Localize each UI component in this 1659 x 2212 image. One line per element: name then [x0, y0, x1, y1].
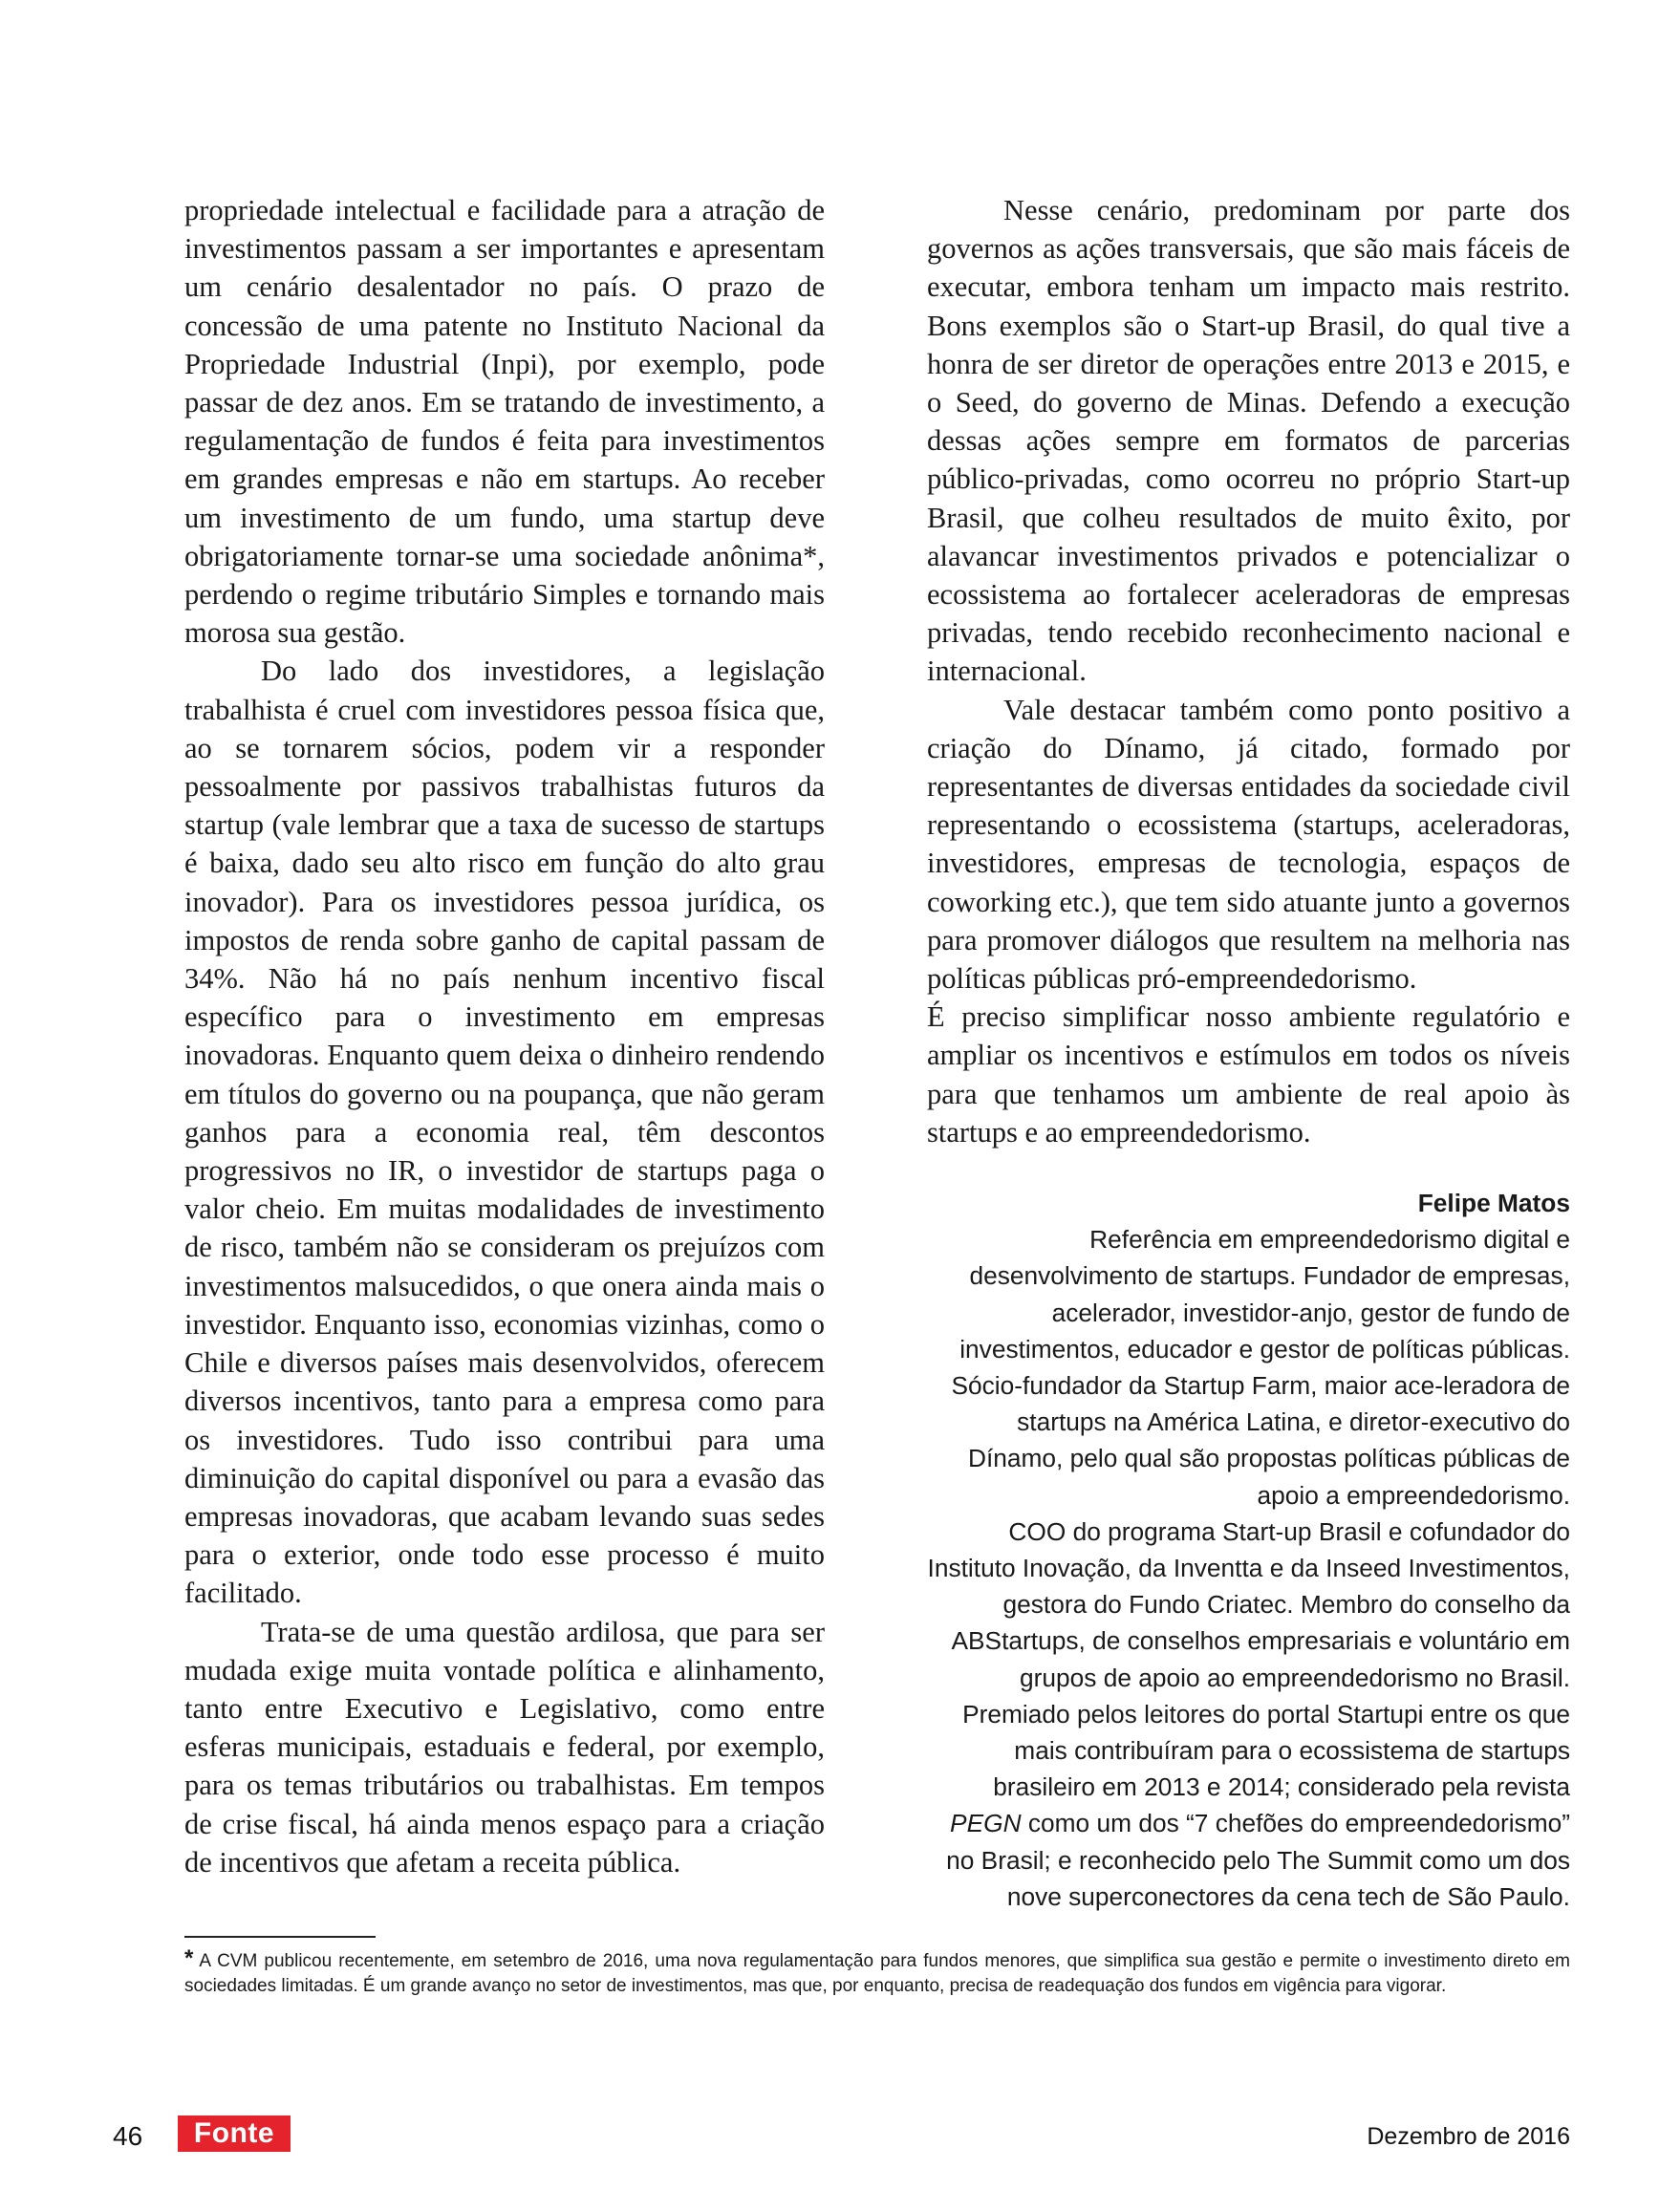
- body-paragraph: propriedade intelectual e facilidade para a atração de investimentos passam a ser importantes e apresentam um cenário desalentador no país. O prazo de concessão de uma patente no Instituto Nacional da Propriedade Industrial (Inpi), por exemplo, pode passar de dez anos. Em se tratando de investimento, a regulamentação de fundos é feita para investimentos em grandes empresas e não em startups. Ao receber um investimento de um fundo, uma startup deve obrigatoriamente tornar-se uma sociedade anônima*, perdendo o regime tributário Simples e tornando mais morosa sua gestão.: [184, 194, 825, 650]
- author-name: Felipe Matos: [1417, 1189, 1570, 1217]
- body-paragraph: Do lado dos investidores, a legislação trabalhista é cruel com investidores pessoa física que, ao se tornarem sócios, podem vir a responder pessoalmente por passivos trabalhistas futuros da startup (vale lembrar que a taxa de sucesso de startups é baixa, dado seu alto risco em função do alto grau inovador). Para os investidores pessoa jurídica, os impostos de renda sobre ganho de capital passam de 34%. Não há no país nenhum incentivo fiscal específico para o investimento em empresas inovadoras. Enquanto quem deixa o dinheiro rendendo em títulos do governo ou na poupança, que não geram ganhos para a economia real, têm descontos progressivos no IR, o investidor de startups paga o valor cheio. Em muitas modalidades de investimento de risco, também não se consideram os prejuízos com investimentos malsucedidos, o que onera ainda mais o investidor. Enquanto isso, economias vizinhas, como o Chile e diversos países mais desenvolvidos, oferecem diversos incentivos, tanto para a empresa como para os investidores. Tudo isso contribui para uma diminuição do capital disponível ou para a evasão das empresas inovadoras, que acabam levando suas sedes para o exterior, onde todo esse processo é muito facilitado.: [184, 655, 825, 1610]
- page-number: 46: [113, 2121, 143, 2151]
- body-paragraph: Trata-se de uma questão ardilosa, que para ser mudada exige muita vontade política e alinhamento, tanto entre Executivo e Legislativo, como entre esferas municipais, estaduais e federal, por exemplo, para os temas tributários ou trabalhistas. Em tempos de crise fiscal, há ainda menos espaço para a criação de incentivos que afetam a receita pública.: [184, 1615, 825, 1879]
- body-paragraph: Nesse cenário, predominam por parte dos governos as ações transversais, que são mais fáceis de executar, embora tenham um impacto mais restrito. Bons exemplos são o Start-up Brasil, do qual tive a honra de ser diretor de operações entre 2013 e 2015, e o Seed, do governo de Minas. Defendo a execução dessas ações sempre em formatos de parcerias público-privadas, como ocorreu no próprio Start-up Brasil, que colheu resultados de muito êxito, por alavancar investimentos privados e potencializar o ecossistema ao fortalecer aceleradoras de empresas privadas, tendo recebido reconhecimento nacional e internacional.: [927, 194, 1570, 688]
- author-bio: [917, 1185, 1570, 1915]
- footnote-divider: [184, 1936, 376, 1938]
- issue-date: Dezembro de 2016: [1367, 2123, 1570, 2150]
- magazine-title: PEGN: [950, 1809, 1022, 1838]
- right-column: [927, 191, 1570, 1151]
- footnote: [184, 1945, 1570, 1999]
- bio-text-segment: COO do programa Start-up Brasil e cofundador do Instituto Inovação, da Inventta e da Inseed Investimentos, gestora do Fundo Criatec. Membro do conselho da ABStartups, de conselhos empresariais e voluntário em grupos de apoio ao empreendedorismo no Brasil. Premiado pelos leitores do portal Startupi entre os que mais contribuíram para o ecossistema de startups brasileiro em 2013 e 2014; considerado pela revista: [927, 1516, 1570, 1802]
- body-paragraph: Vale destacar também como ponto positivo a criação do Dínamo, já citado, formado por representantes de diversas entidades da sociedade civil representando o ecossistema (startups, aceleradoras, investidores, empresas de tecnologia, espaços de coworking etc.), que tem sido atuante junto a governos para promover diálogos que resultem na melhoria nas políticas públicas pró-empreendedorismo.: [927, 693, 1570, 996]
- author-bio-text: Referência em empreendedorismo digital e desenvolvimento de startups. Fundador de empresas, acelerador, investidor-anjo, gestor de fundo de investimentos, educador e gestor de políticas públicas. Sócio-fundador da Startup Farm, maior ace-leradora de startups na América Latina, e diretor-executivo do Dínamo, pelo qual são propostas políticas públicas de apoio a empreendedorismo.: [951, 1225, 1570, 1510]
- magazine-logo: Fonte: [178, 2115, 291, 2152]
- body-paragraph: É preciso simplificar nosso ambiente regulatório e ampliar os incentivos e estímulos em todos os níveis para que tenhamos um ambiente de real apoio às startups e ao empreendedorismo.: [927, 1000, 1570, 1149]
- author-bio-text: [917, 1514, 1570, 1915]
- left-column: [184, 191, 825, 1881]
- bio-text-segment: como um dos “7 chefões do empreendedorismo” no Brasil; e reconhecido pelo The Summit como um dos nove superconectores da cena tech de São Paulo.: [946, 1809, 1570, 1911]
- footnote-text: A CVM publicou recentemente, em setembro de 2016, uma nova regulamentação para fundos menores, que simplifica sua gestão e permite o investimento direto em sociedades limitadas. É um grande avanço no setor de investimentos, mas que, por enquanto, precisa de readequação dos fundos em vigência para vigorar.: [184, 1951, 1570, 1996]
- footnote-marker: *: [184, 1945, 194, 1971]
